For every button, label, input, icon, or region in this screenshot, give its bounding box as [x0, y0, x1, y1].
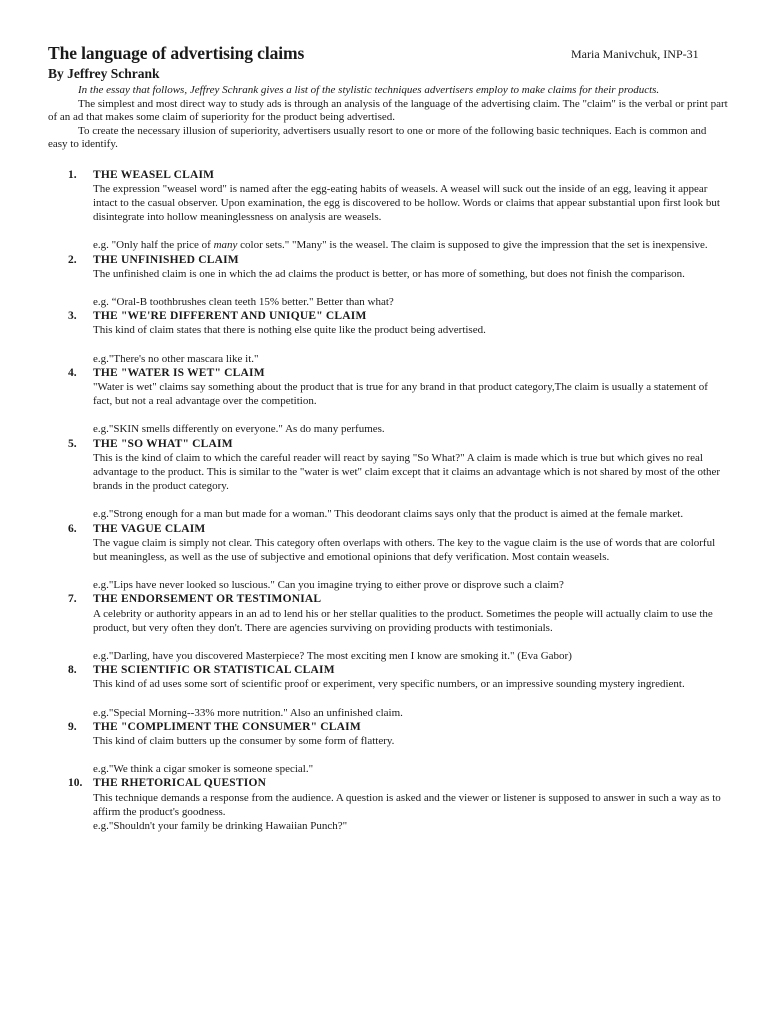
claim-number: 6.	[68, 522, 77, 535]
claim-example: e.g."Lips have never looked so luscious." Can you imagine trying to either prove or disprove such a claim?	[93, 579, 564, 592]
claim-description: A celebrity or authority appears in an ad to lend his or her stellar qualities to the product. Sometimes the people will actually claim to use the product, but very often they don't. There are agencies surviving on providing products with testimonials.	[93, 607, 713, 634]
claim-example: e.g."Special Morning--33% more nutrition." Also an unfinished claim.	[93, 706, 403, 719]
claim-heading: THE WEASEL CLAIM	[93, 168, 215, 181]
example-text-post: color sets." "Many" is the weasel. The claim is supposed to give the impression that the set is inexpensive.	[237, 239, 708, 252]
claim-heading: THE RHETORICAL QUESTION	[93, 777, 267, 790]
claim-number: 1.	[68, 168, 77, 181]
claim-example: e.g."Darling, have you discovered Masterpiece? The most exciting men I know are smoking it." (Eva Gabor)	[93, 649, 572, 662]
claim-description: The unfinished claim is one in which the ad claims the product is better, or has more of something, but does not finish the comparison.	[93, 267, 685, 280]
claim-description: This kind of claim states that there is nothing else quite like the product being advertised.	[93, 324, 486, 337]
claim-description: This technique demands a response from the audience. A question is asked and the viewer or listener is supposed to answer in such a way as to affirm the product's goodness.	[93, 791, 721, 818]
claim-item-1	[48, 168, 728, 253]
claim-description: This kind of ad uses some sort of scientific proof or experiment, very specific numbers, or an impressive sounding mystery ingredient.	[93, 678, 685, 691]
intro-paragraph-2: To create the necessary illusion of superiority, advertisers usually resort to one or more of the following basic techniques. Each is common and easy to identify.	[48, 124, 707, 150]
claim-item-5	[48, 437, 728, 522]
claim-heading: THE SCIENTIFIC OR STATISTICAL CLAIM	[93, 664, 335, 677]
claim-heading: THE "WE'RE DIFFERENT AND UNIQUE" CLAIM	[93, 310, 367, 323]
claim-item-8	[48, 663, 728, 720]
claim-item-2	[48, 253, 728, 310]
byline: By Jeffrey Schrank	[48, 66, 160, 81]
document-title: The language of advertising claims	[48, 43, 305, 63]
claims-list	[48, 168, 728, 834]
claim-description: "Water is wet" claims say something about the product that is true for any brand in that product category,The claim is usually a statement of fact, but not a real advantage over the competition.	[93, 380, 708, 408]
claim-item-4	[48, 366, 728, 437]
claim-description: The vague claim is simply not clear. This category often overlaps with others. The key to the vague claim is the use of words that are colorful but meaningless, as well as the use of subjective and emotional opinions that defy verification. Most contain weasels.	[93, 536, 716, 563]
claim-example	[93, 238, 728, 252]
intro-italic: In the essay that follows, Jeffrey Schrank gives a list of the stylistic techniques advertisers employ to make claims for their products.	[78, 84, 660, 96]
claim-item-7	[48, 592, 728, 663]
claim-item-6	[48, 522, 728, 593]
claim-item-9	[48, 720, 728, 777]
claim-heading: THE "WATER IS WET" CLAIM	[93, 366, 265, 379]
document-page	[48, 43, 728, 833]
claim-number: 4.	[68, 366, 77, 379]
claim-number: 2.	[68, 253, 77, 266]
example-emphasis: many	[213, 239, 238, 252]
claim-number: 8.	[68, 664, 77, 677]
title-row	[48, 43, 728, 65]
claim-number: 9.	[68, 720, 77, 733]
claim-description: This kind of claim butters up the consumer by some form of flattery.	[93, 735, 395, 747]
claim-example: e.g."Shouldn't your family be drinking Hawaiian Punch?"	[93, 820, 348, 833]
claim-item-10	[48, 776, 728, 833]
claim-heading: THE "SO WHAT" CLAIM	[93, 437, 233, 450]
claim-heading: THE ENDORSEMENT OR TESTIMONIAL	[93, 593, 322, 606]
claim-number: 3.	[68, 310, 77, 323]
example-text-pre: e.g. "Only half the price of	[93, 239, 214, 252]
intro-paragraph-1: The simplest and most direct way to study ads is through an analysis of the language of the advertising claim. The "claim" is the verbal or print part of an ad that makes some claim of superiority for the product being advertised.	[48, 97, 728, 123]
claim-heading: THE VAGUE CLAIM	[93, 522, 206, 535]
claim-example: e.g."We think a cigar smoker is someone special."	[93, 763, 314, 776]
claim-heading: THE UNFINISHED CLAIM	[93, 253, 239, 266]
claim-item-3	[48, 309, 728, 366]
claim-example: e.g. “Oral-B toothbrushes clean teeth 15% better." Better than what?	[93, 295, 394, 308]
claim-description: This is the kind of claim to which the careful reader will react by saying "So What?" A claim is made which is true but which gives no real advantage to the product. This is similar to the "water is wet" claim except that it claims an advantage which is not shared by most of the other brands in the product category.	[93, 451, 721, 493]
claim-number: 7.	[68, 593, 77, 606]
claim-heading: THE "COMPLIMENT THE CONSUMER" CLAIM	[93, 720, 361, 733]
claim-description: The expression "weasel word" is named after the egg-eating habits of weasels. A weasel will suck out the inside of an egg, leaving it appear intact to the casual observer. Upon examination, the egg is discovered to be hollow. Words or claims that appear substantial upon first look but disintegrate into hollow meaninglessness on analysis are weasels.	[93, 182, 720, 224]
claim-number: 5.	[68, 437, 77, 450]
claim-example: e.g."There's no other mascara like it."	[93, 352, 259, 365]
claim-example: e.g."SKIN smells differently on everyone." As do many perfumes.	[93, 423, 385, 436]
claim-example: e.g."Strong enough for a man but made for a woman." This deodorant claims says only that the product is aimed at the female market.	[93, 508, 684, 521]
author-note: Maria Manivchuk, INP-31	[571, 47, 699, 61]
claim-number: 10.	[68, 777, 83, 790]
